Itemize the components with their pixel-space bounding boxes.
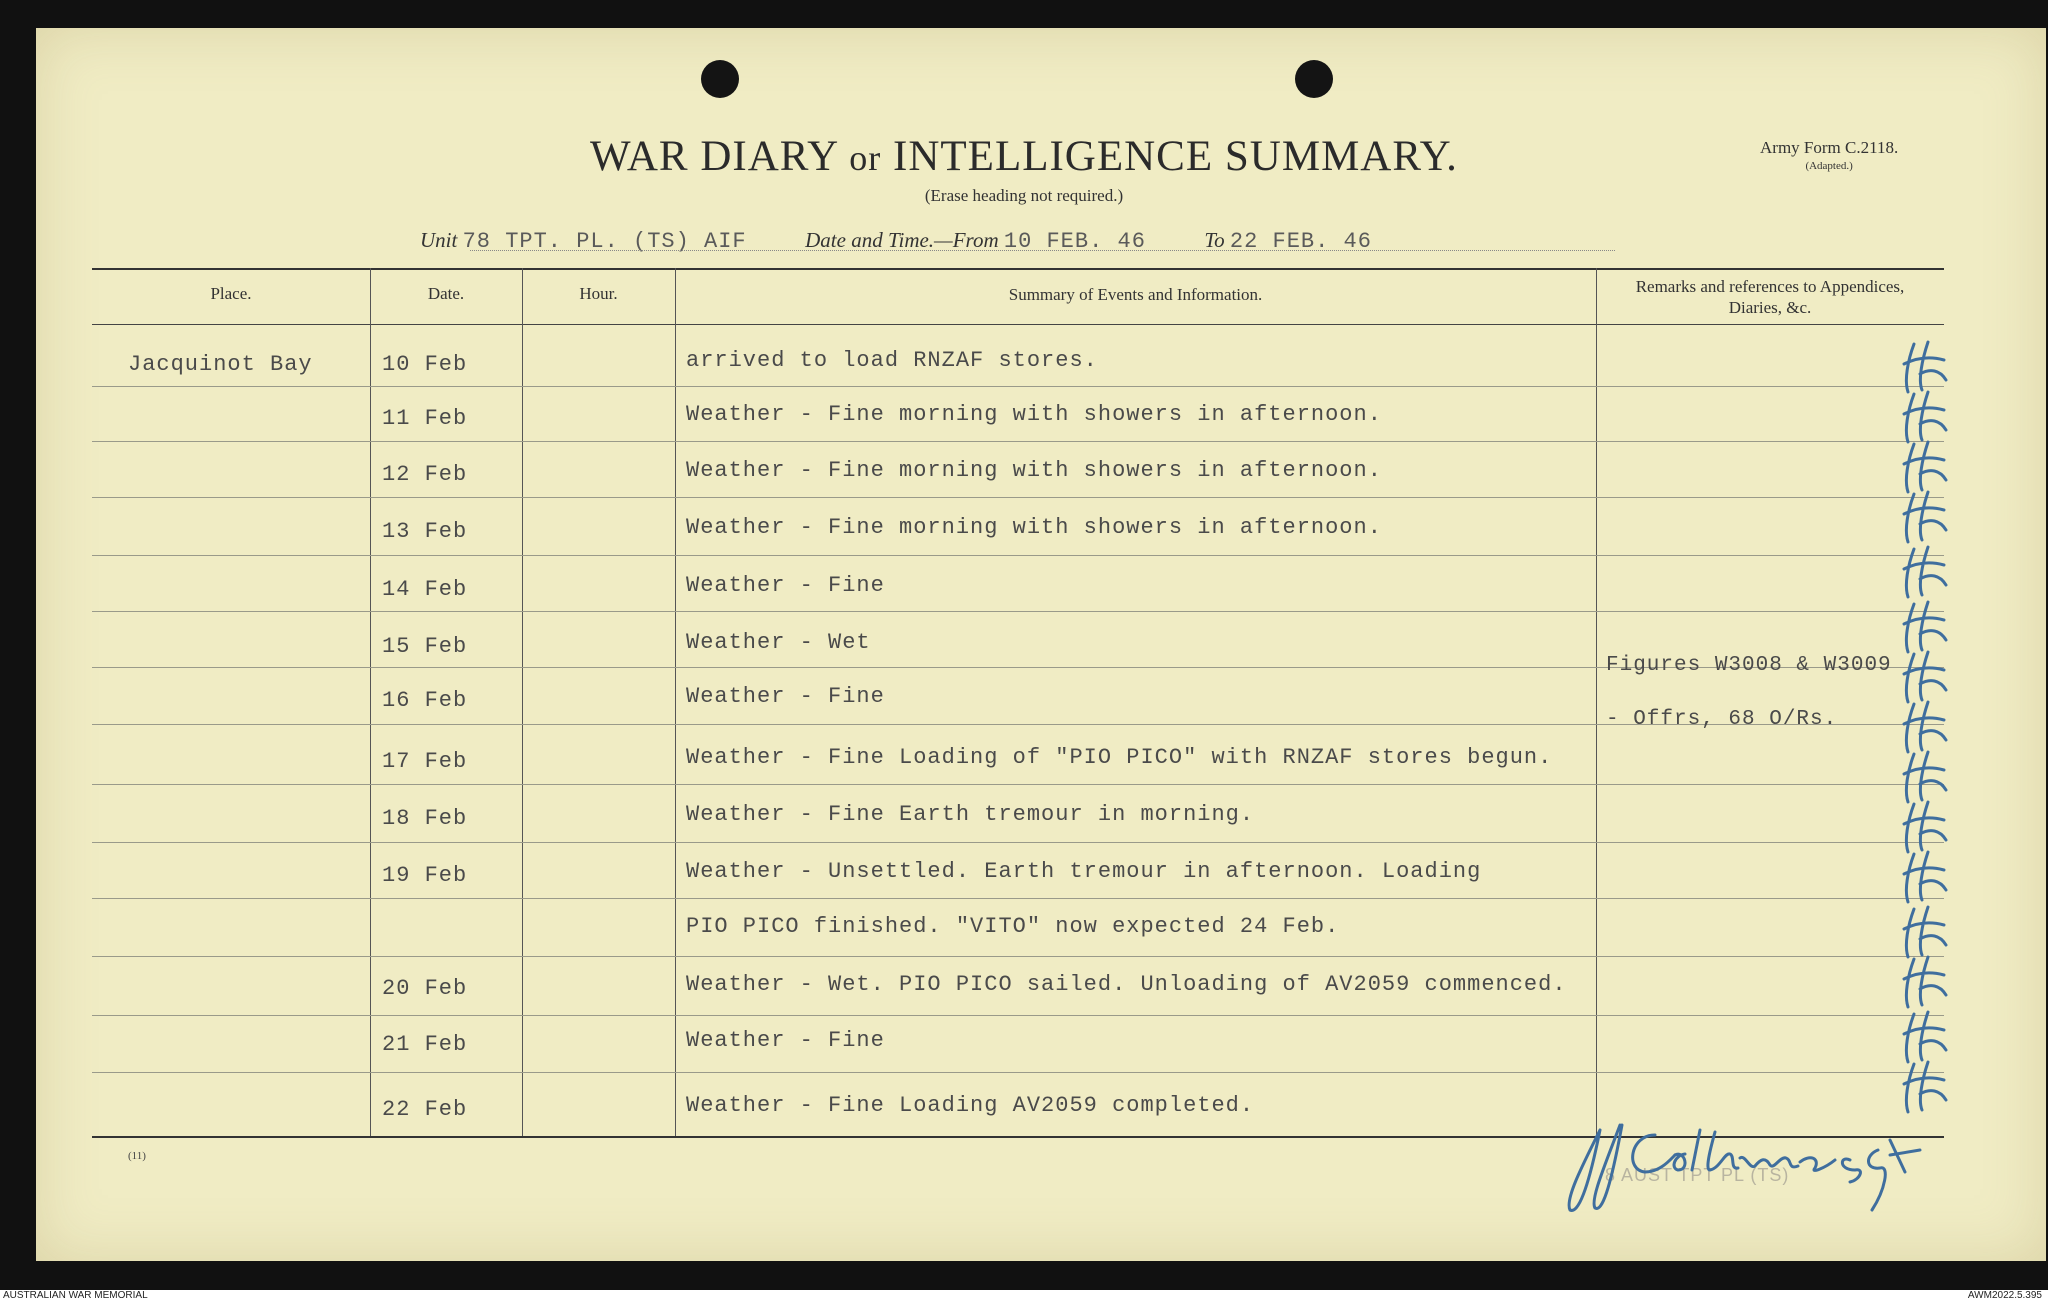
- title-rest: INTELLIGENCE SUMMARY.: [893, 133, 1458, 180]
- from-value: 10 FEB. 46: [1003, 229, 1146, 254]
- header-summary: Summary of Events and Information.: [1008, 285, 1263, 304]
- initial-mark: [1900, 700, 1950, 756]
- initial-mark: [1900, 850, 1950, 906]
- row-summary: Weather - Fine morning with showers in afternoon.: [686, 515, 1382, 540]
- row-summary: Weather - Fine morning with showers in afternoon.: [686, 458, 1382, 483]
- row-date: 10 Feb: [382, 352, 468, 377]
- col-divider-summary: [1596, 268, 1597, 1136]
- row-date: 14 Feb: [382, 577, 468, 602]
- row-rule: [92, 555, 1944, 556]
- row-rule: [92, 1015, 1944, 1016]
- row-summary: PIO PICO finished. "VITO" now expected 24 Feb.: [686, 914, 1340, 939]
- title-or: or: [849, 138, 882, 178]
- adapted-label: (Adapted.): [1805, 160, 1853, 172]
- signature: [1560, 1110, 1960, 1220]
- initial-mark: [1900, 1060, 1950, 1116]
- unit-value: 78 TPT. PL. (TS) AIF: [462, 229, 747, 254]
- initial-mark: [1900, 800, 1950, 856]
- header-date: Date.: [427, 284, 465, 303]
- row-summary: Weather - Fine Loading of "PIO PICO" with RNZAF stores begun.: [686, 745, 1553, 770]
- header-hour: Hour.: [579, 284, 618, 303]
- to-value: 22 FEB. 46: [1229, 229, 1372, 254]
- header-place: Place.: [210, 284, 252, 303]
- title-main: WAR DIARY: [590, 133, 838, 180]
- row-remark: Figures W3008 & W3009: [1606, 654, 1892, 677]
- page-title: [0, 132, 2048, 181]
- army-form-label: [1760, 138, 1898, 172]
- header-remarks: Remarks and references to Appendices, Diaries, &c.: [1635, 277, 1905, 317]
- row-rule: [92, 956, 1944, 957]
- row-summary: Weather - Wet: [686, 630, 871, 655]
- row-rule: [92, 386, 1944, 387]
- unit-dotted-line: [470, 250, 1615, 251]
- row-summary: Weather - Fine Earth tremour in morning.: [686, 802, 1255, 827]
- initial-mark: [1900, 340, 1950, 396]
- initial-mark: [1900, 1010, 1950, 1066]
- row-date: 13 Feb: [382, 519, 468, 544]
- col-divider-date: [522, 268, 523, 1136]
- row-date: 22 Feb: [382, 1097, 468, 1122]
- initial-mark: [1900, 750, 1950, 806]
- unit-label: Unit: [420, 228, 458, 252]
- row-summary: Weather - Fine: [686, 684, 885, 709]
- row-rule: [92, 1072, 1944, 1073]
- row-summary: Weather - Unsettled. Earth tremour in afternoon. Loading: [686, 859, 1482, 884]
- initial-mark: [1900, 390, 1950, 446]
- row-date: 17 Feb: [382, 749, 468, 774]
- row-summary: arrived to load RNZAF stores.: [686, 348, 1098, 373]
- subtitle: (Erase heading not required.): [924, 186, 1124, 205]
- initial-mark: [1900, 440, 1950, 496]
- row-summary: Weather - Fine: [686, 1028, 885, 1053]
- row-summary: Weather - Fine morning with showers in afternoon.: [686, 402, 1382, 427]
- punch-hole-left: [701, 60, 739, 98]
- initial-mark: [1900, 905, 1950, 961]
- row-rule: [92, 441, 1944, 442]
- row-summary: Weather - Fine: [686, 573, 885, 598]
- faint-unit-stamp: 8 AUST TPT PL (TS): [1605, 1165, 1790, 1185]
- initial-mark: [1900, 650, 1950, 706]
- row-rule: [92, 497, 1944, 498]
- initial-mark: [1900, 545, 1950, 601]
- initial-mark: [1900, 490, 1950, 546]
- date-label: Date and Time.—From: [805, 228, 999, 252]
- row-remark: - Offrs, 68 O/Rs.: [1606, 708, 1838, 731]
- row-date: 15 Feb: [382, 634, 468, 659]
- row-date: 19 Feb: [382, 863, 468, 888]
- army-form-number: Army Form C.2118.: [1760, 138, 1899, 157]
- row-date: 12 Feb: [382, 462, 468, 487]
- footer-strip: [0, 1290, 2048, 1303]
- row-date: 11 Feb: [382, 406, 468, 431]
- initial-mark: [1900, 600, 1950, 656]
- row-rule: [92, 611, 1944, 612]
- punch-hole-right: [1295, 60, 1333, 98]
- row-place: Jacquinot Bay: [128, 352, 313, 377]
- row-date: 18 Feb: [382, 806, 468, 831]
- initial-mark: [1900, 955, 1950, 1011]
- row-rule: [92, 784, 1944, 785]
- row-summary: Weather - Fine Loading AV2059 completed.: [686, 1093, 1255, 1118]
- row-rule: [92, 898, 1944, 899]
- col-divider-place: [370, 268, 371, 1136]
- row-date: 21 Feb: [382, 1032, 468, 1057]
- row-date: 16 Feb: [382, 688, 468, 713]
- row-rule: [92, 842, 1944, 843]
- footer-accession: AWM2022.5.395: [1967, 1290, 2042, 1301]
- row-date: 20 Feb: [382, 976, 468, 1001]
- footer-institution: AUSTRALIAN WAR MEMORIAL: [3, 1290, 148, 1301]
- diary-page: [36, 28, 2046, 1261]
- to-label: To: [1204, 228, 1225, 252]
- form-number: (11): [128, 1150, 146, 1162]
- col-divider-hour: [675, 268, 676, 1136]
- row-summary: Weather - Wet. PIO PICO sailed. Unloading of AV2059 commenced.: [686, 972, 1567, 997]
